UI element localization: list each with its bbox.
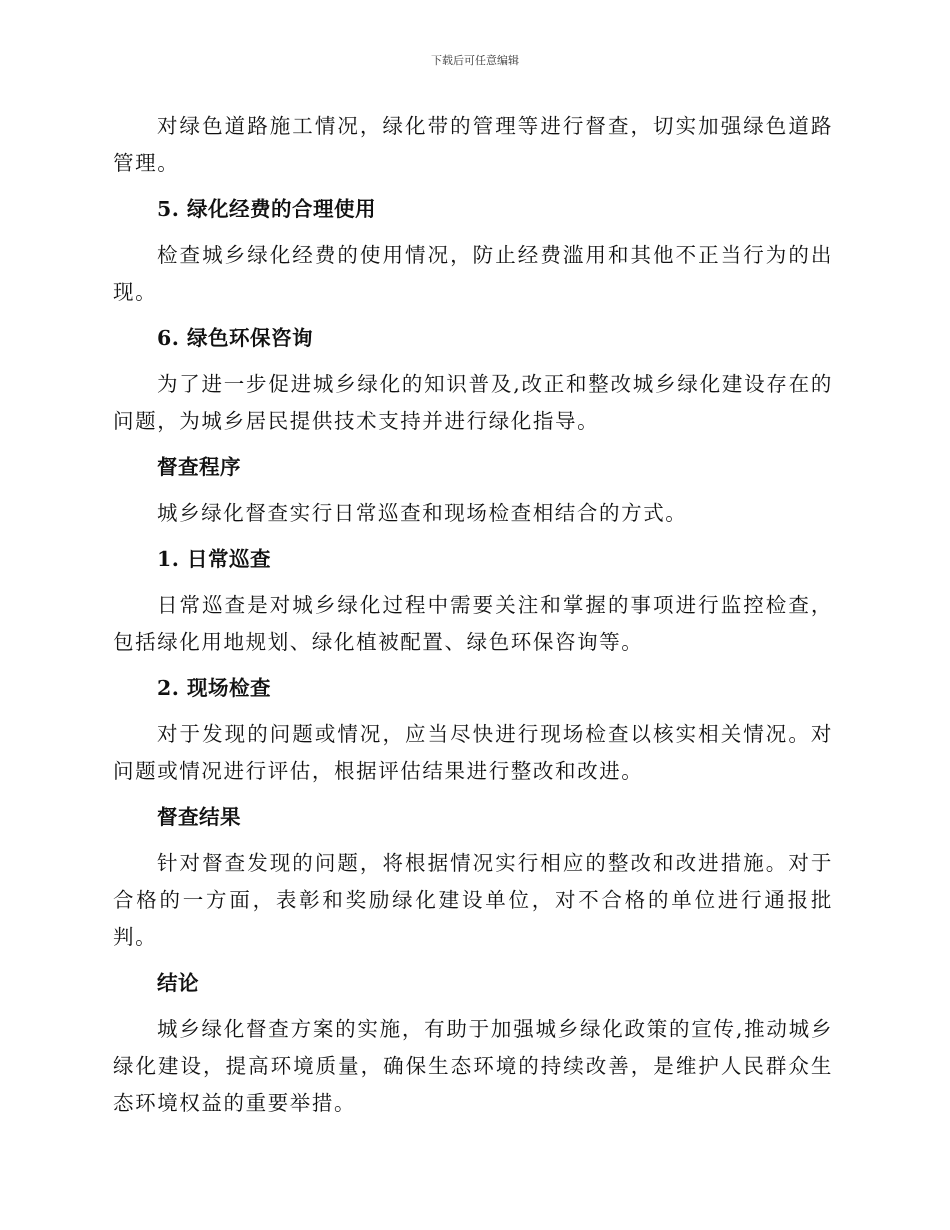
heading-green-consulting: 6. 绿色环保咨询 — [157, 326, 314, 350]
document-body — [113, 108, 833, 1122]
paragraph-green-consulting: 为了进一步促进城乡绿化的知识普及,改正和整改城乡绿化建设存在的问题，为城乡居民提供技术支持并进行绿化指导。 — [113, 372, 833, 433]
paragraph-daily-inspection: 日常巡查是对城乡绿化过程中需要关注和掌握的事项进行监控检查，包括绿化用地规划、绿化植被配置、绿色环保咨询等。 — [113, 593, 833, 654]
paragraph-supervision-results: 针对督查发现的问题，将根据情况实行相应的整改和改进措施。对于合格的一方面，表彰和奖励绿化建设单位，对不合格的单位进行通报批判。 — [113, 851, 833, 949]
heading-funding-usage: 5. 绿化经费的合理使用 — [157, 197, 377, 221]
paragraph-conclusion: 城乡绿化督查方案的实施，有助于加强城乡绿化政策的宣传,推动城乡绿化建设，提高环境质量，确保生态环境的持续改善，是维护人民群众生态环境权益的重要举措。 — [113, 1017, 833, 1115]
paragraph-funding-usage: 检查城乡绿化经费的使用情况，防止经费滥用和其他不正当行为的出现。 — [113, 243, 833, 304]
heading-daily-inspection: 1. 日常巡查 — [157, 547, 272, 571]
paragraph-supervision-procedure: 城乡绿化督查实行日常巡查和现场检查相结合的方式。 — [157, 501, 688, 525]
heading-supervision-procedure: 督查程序 — [157, 455, 241, 479]
paragraph-green-road-supervision: 对绿色道路施工情况，绿化带的管理等进行督查，切实加强绿色道路管理。 — [113, 114, 833, 175]
heading-supervision-results: 督查结果 — [157, 805, 241, 829]
heading-conclusion: 结论 — [157, 971, 199, 995]
heading-onsite-inspection: 2. 现场检查 — [157, 676, 272, 700]
page-header-note: 下载后可任意编辑 — [431, 54, 519, 67]
paragraph-onsite-inspection: 对于发现的问题或情况，应当尽快进行现场检查以核实相关情况。对问题或情况进行评估，根据评估结果进行整改和改进。 — [113, 722, 833, 783]
